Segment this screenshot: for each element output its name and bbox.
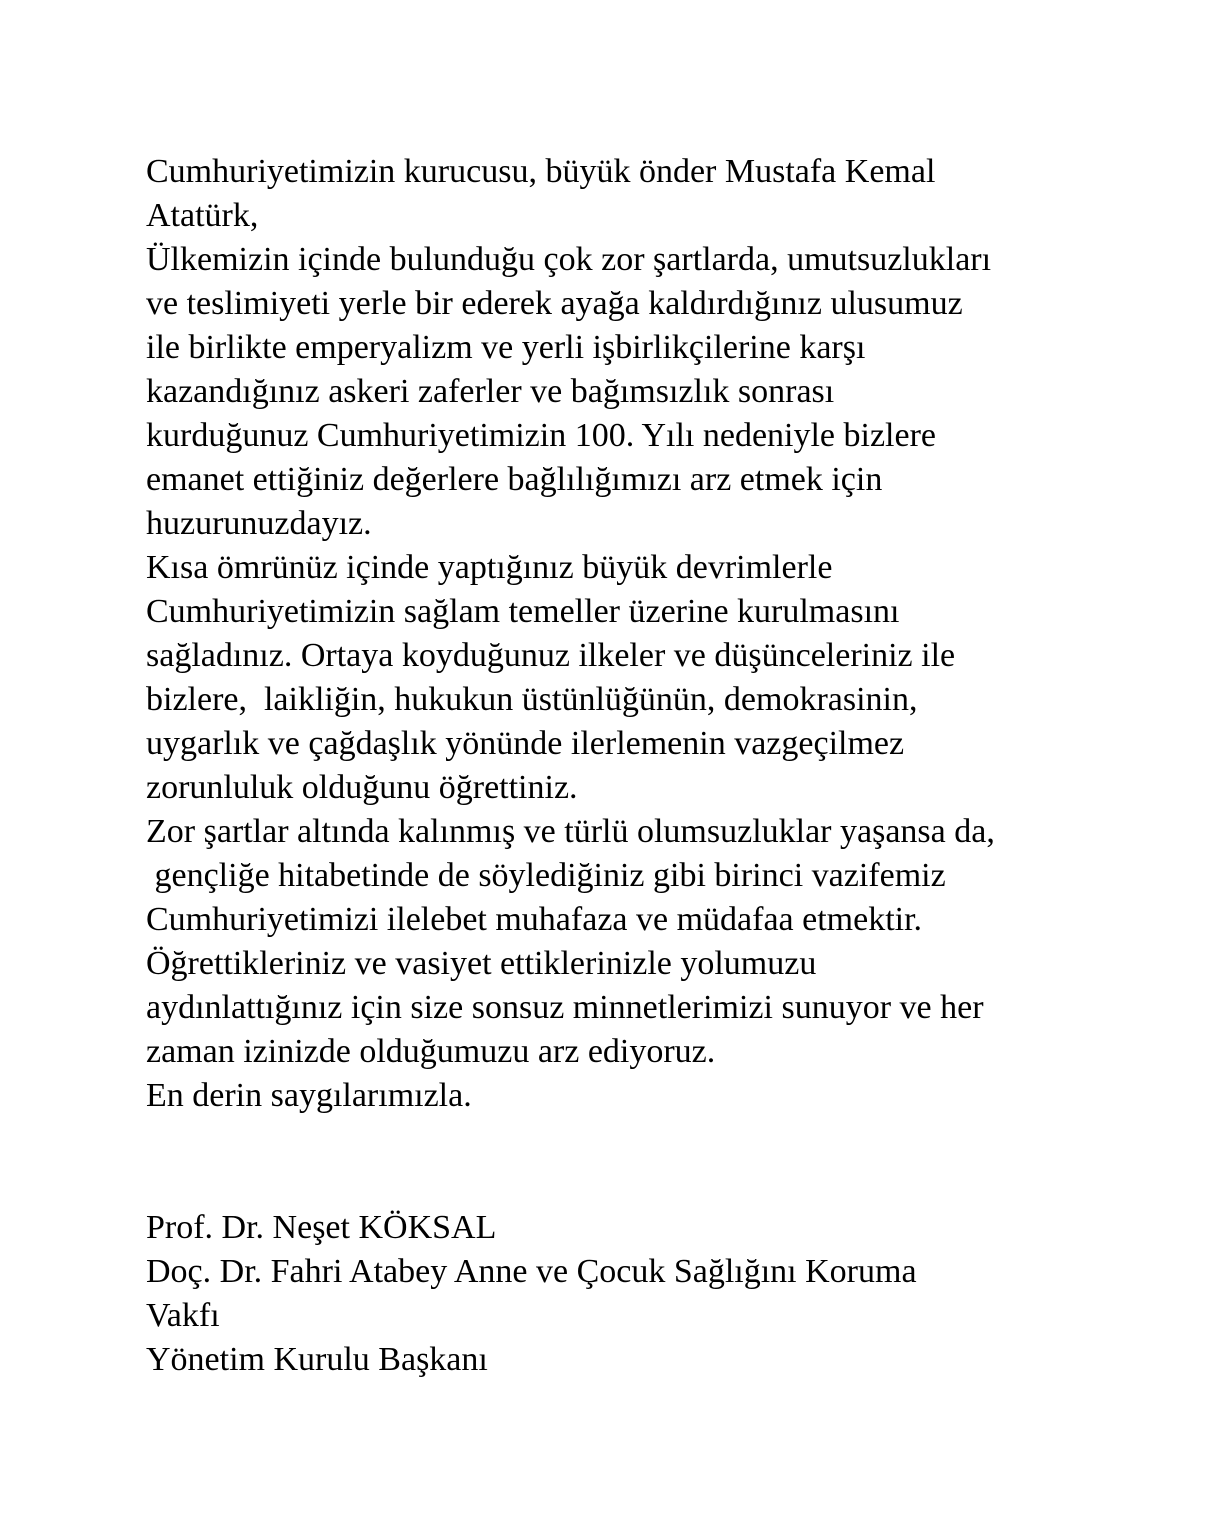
letter-body-line: sağladınız. Ortaya koyduğunuz ilkeler ve düşünceleriniz ile bbox=[146, 637, 956, 674]
blank-line-spacer bbox=[146, 1162, 1156, 1206]
letter-body-line: zorunluluk olduğunu öğrettiniz. bbox=[146, 769, 578, 806]
signature-line: Doç. Dr. Fahri Atabey Anne ve Çocuk Sağlığını Koruma bbox=[146, 1253, 917, 1290]
letter-body-line: aydınlattığınız için size sonsuz minnetlerimizi sunuyor ve her bbox=[146, 989, 984, 1026]
letter-body-line: uygarlık ve çağdaşlık yönünde ilerlemenin vazgeçilmez bbox=[146, 725, 905, 762]
letter-body-line: Cumhuriyetimizin sağlam temeller üzerine kurulmasını bbox=[146, 593, 900, 630]
letter-body-line: bizlere, laikliğin, hukukun üstünlüğünün, demokrasinin, bbox=[146, 681, 918, 718]
letter-body-line: emanet ettiğiniz değerlere bağlılığımızı arz etmek için bbox=[146, 461, 883, 498]
letter-body-line: kazandığınız askeri zaferler ve bağımsızlık sonrası bbox=[146, 373, 835, 410]
signature-line: Prof. Dr. Neşet KÖKSAL bbox=[146, 1209, 497, 1246]
letter-body-line: zaman izinizde olduğumuzu arz ediyoruz. bbox=[146, 1033, 716, 1070]
letter-body-line: En derin saygılarımızla. bbox=[146, 1077, 472, 1114]
letter-body-line: Atatürk, bbox=[146, 197, 259, 234]
letter-body-line: ile birlikte emperyalizm ve yerli işbirlikçilerine karşı bbox=[146, 329, 866, 366]
signature-line: Yönetim Kurulu Başkanı bbox=[146, 1341, 488, 1378]
letter-body-line: Ülkemizin içinde bulunduğu çok zor şartlarda, umutsuzlukları bbox=[146, 241, 992, 278]
letter-body-line: Kısa ömrünüz içinde yaptığınız büyük devrimlerle bbox=[146, 549, 833, 586]
letter-body-line: ve teslimiyeti yerle bir ederek ayağa kaldırdığınız ulusumuz bbox=[146, 285, 963, 322]
letter-body-line: huzurunuzdayız. bbox=[146, 505, 372, 542]
letter-body-line: gençliğe hitabetinde de söylediğiniz gibi birinci vazifemiz bbox=[146, 857, 946, 894]
blank-line-spacer bbox=[146, 1118, 1156, 1162]
letter-body-line: Cumhuriyetimizin kurucusu, büyük önder Mustafa Kemal bbox=[146, 153, 936, 190]
letter-body-line: Zor şartlar altında kalınmış ve türlü olumsuzluklar yaşansa da, bbox=[146, 813, 995, 850]
letter-body-line: Öğrettikleriniz ve vasiyet ettiklerinizle yolumuzu bbox=[146, 945, 817, 982]
letter-text-block bbox=[146, 150, 1156, 1382]
signature-line: Vakfı bbox=[146, 1297, 220, 1334]
letter-body-line: kurduğunuz Cumhuriyetimizin 100. Yılı nedeniyle bizlere bbox=[146, 417, 937, 454]
letter-body-line: Cumhuriyetimizi ilelebet muhafaza ve müdafaa etmektir. bbox=[146, 901, 923, 938]
